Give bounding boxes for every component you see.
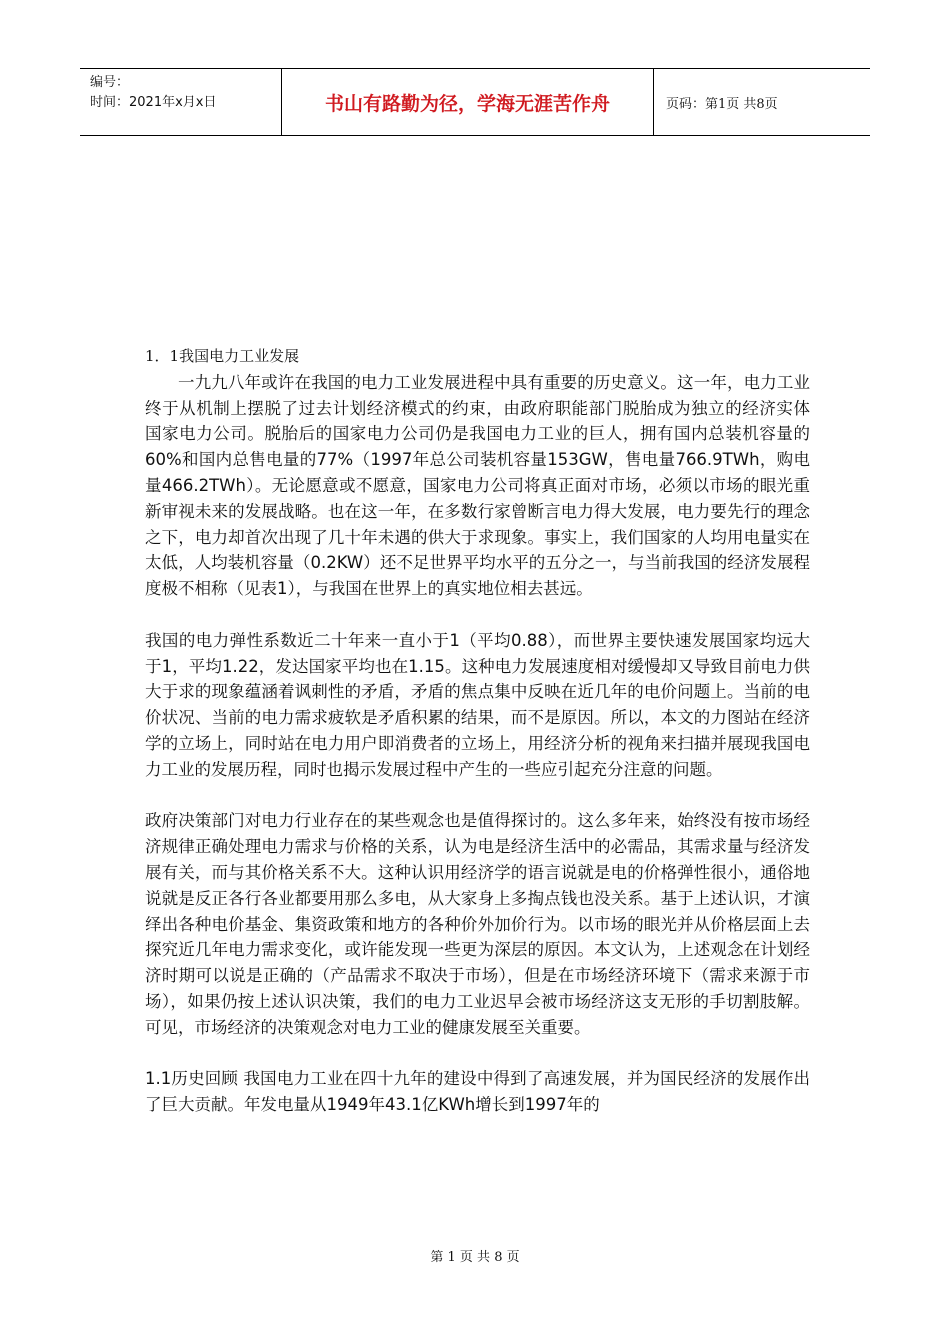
paragraph-4: 1.1历史回顾 我国电力工业在四十九年的建设中得到了高速发展，并为国民经济的发展作出了巨大贡献。年发电量从1949年43.1亿KWh增长到1997年的: [145, 1069, 810, 1115]
paragraph-2: 我国的电力弹性系数近二十年来一直小于1（平均0.88），而世界主要快速发展国家均远大于1，平均1.22，发达国家平均也在1.15。这种电力发展速度相对缓慢却又导致目前电力供大于求的现象蕴涵着讽刺性的矛盾，矛盾的焦点集中反映在近几年的电价问题上。当前的电价状况、当前的电力需求疲软是矛盾积累的结果，而不是原因。所以，本文的力图站在经济学的立场上，同时站在电力用户即消费者的立场上，用经济分析的视角来扫描并展现我国电力工业的发展历程，同时也揭示发展过程中产生的一些应引起充分注意的问题。: [145, 630, 810, 779]
page-header: [80, 68, 870, 136]
document-date-label: 时间：2021年x月x日: [90, 95, 217, 110]
section-heading: 1．1我国电力工业发展: [145, 347, 300, 365]
page-footer: 第 1 页 共 8 页: [430, 1250, 520, 1265]
document-body: [145, 344, 810, 1118]
document-number-label: 编号：: [90, 75, 130, 90]
header-page-info: 页码：第1页 共8页: [666, 96, 778, 112]
header-meta: [80, 69, 282, 135]
paragraph-3: 政府决策部门对电力行业存在的某些观念也是值得探讨的。这么多年来，始终没有按市场经济规律正确处理电力需求与价格的关系，认为电是经济生活中的必需品，其需求量与经济发展有关，而与其价格关系不大。这种认识用经济学的语言说就是电的价格弹性很小，通俗地说就是反正各行各业都要用那么多电，从大家身上多掏点钱也没关系。基于上述认识，才演绎出各种电价基金、集资政策和地方的各种价外加价行为。以市场的眼光并从价格层面上去探究近几年电力需求变化，或许能发现一些更为深层的原因。本文认为，上述观念在计划经济时期可以说是正确的（产品需求不取决于市场），但是在市场经济环境下（需求来源于市场），如果仍按上述认识决策，我们的电力工业迟早会被市场经济这支无形的手切割肢解。可见，市场经济的决策观念对电力工业的健康发展至关重要。: [145, 811, 810, 1037]
paragraph-1: 一九九八年或许在我国的电力工业发展进程中具有重要的历史意义。这一年，电力工业终于从机制上摆脱了过去计划经济模式的约束，由政府职能部门脱胎成为独立的经济实体 国家电力公司。脱胎后的国家电力公司仍是我国电力工业的巨人，拥有国内总装机容量的60%和国内总售电量的77%（1997年总公司装机容量153GW，售电量766.9TWh，购电量466.2TWh）。无论愿意或不愿意，国家电力公司将真正面对市场，必须以市场的眼光重新审视未来的发展战略。也在这一年，在多数行家曾断言电力得大发展，电力要先行的理念之下，电力却首次出现了几十年未遇的供大于求现象。事实上，我们国家的人均用电量实在太低，人均装机容量（0.2KW）还不足世界平均水平的五分之一，与当前我国的经济发展程度极不相称（见表1），与我国在世界上的真实地位相去甚远。: [145, 372, 810, 599]
header-motto: 书山有路勤为径，学海无涯苦作舟: [282, 69, 654, 135]
